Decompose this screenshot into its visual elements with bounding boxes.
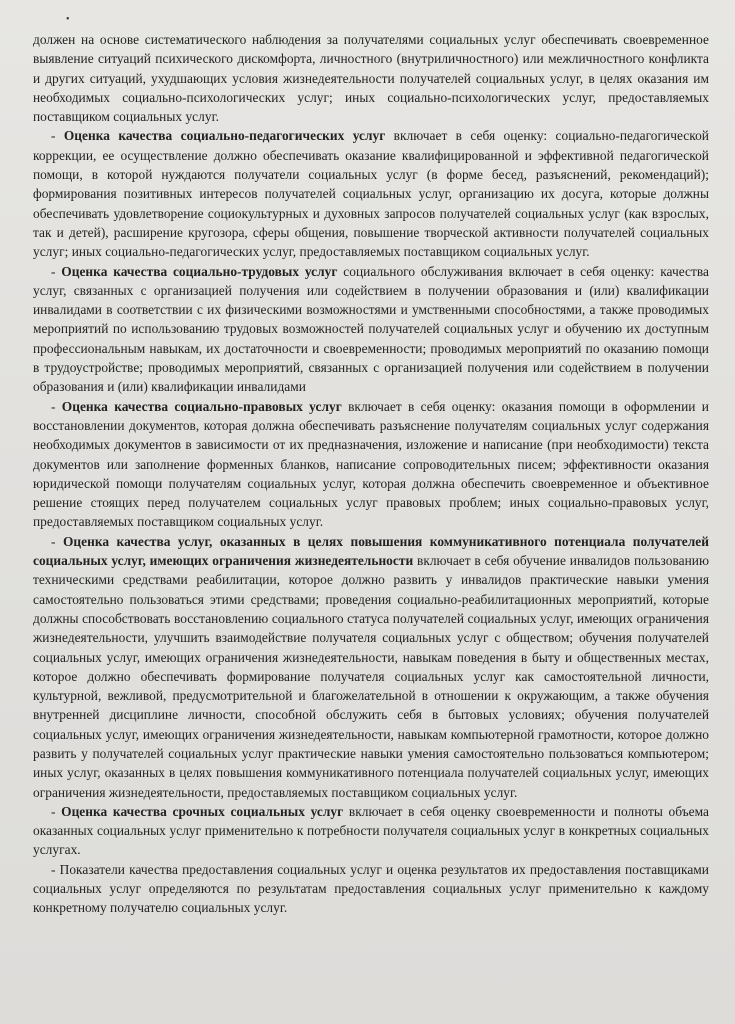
paragraph-labor <box>33 262 709 397</box>
paragraph-text: включает в себя оценку своевременности и полноты объема оказанных социальных услуг применительно к потребности получателя социальных услуг в конкретных социальных услугах. <box>33 803 709 858</box>
paragraph-heading: Оценка качества социально-трудовых услуг <box>61 263 338 279</box>
scan-mark: • <box>66 14 70 25</box>
paragraph-heading: Оценка качества социально-правовых услуг <box>61 398 342 414</box>
paragraph-heading: Оценка качества социально-педагогических услуг <box>63 128 386 144</box>
paragraph-indicators <box>33 860 709 918</box>
paragraph-heading: Оценка качества срочных социальных услуг <box>61 803 344 819</box>
paragraph-psychological-end <box>33 30 709 126</box>
paragraph-urgent <box>33 802 709 860</box>
paragraph-heading: Оценка качества услуг, оказанных в целях повышения коммуникативного потенциала получателей социальных услуг, имеющих ограничения жизнедеятельности <box>33 533 709 569</box>
paragraph-lead: - <box>51 398 62 414</box>
paragraph-text: включает в себя оценку: социально-педагогической коррекции, ее осуществление должно обеспечивать оказание квалифицированной и эффективной педагогической помощи, в которой нуждаются получатели социальных услуг (в форме бесед, разъяснений, рекомендаций); формирования позитивных интересов получателей социальных услуг, организацию их досуга, которые должны обеспечивать удовлетворение социокультурных и духовных запросов получателей социальных услуг (как взрослых, так и детей), расширение кругозора, сферы общения, повышение творческой активности получателей социальных услуг; иных социально-педагогических услуг, предоставляемых поставщиком социальных услуг. <box>33 128 709 260</box>
paragraph-text: должен на основе систематического наблюдения за получателями социальных услуг обеспечивать своевременное выявление ситуаций психического дискомфорта, личностного (внутриличностного) или межличностного конфликта и других ситуаций, ухудшающих условия жизнедеятельности получателей социальных услуг, в целях оказания им необходимых социально-психологических услуг; иных социально-психологических услуг, предоставляемых поставщиком социальных услуг. <box>33 32 709 125</box>
paragraph-lead: - <box>51 128 64 144</box>
paragraph-lead: - <box>51 861 60 877</box>
paragraph-lead: - <box>51 803 62 819</box>
paragraph-lead: - <box>51 263 62 279</box>
paragraph-text: социального обслуживания включает в себя оценку: качества услуг, связанных с организацией получения или содействием в получении образования и (или) квалификации инвалидами в соответствии с их физическими возможностями и умственными способностями, а также проводимых мероприятий по использованию трудовых возможностей получателей социальных услуг и обучению их доступным профессиональным навыкам, их достаточности и своевременности; проводимых мероприятий по оказанию помощи в трудоустройстве; проводимых мероприятий, связанных с организацией получения или содействием в получении образования и (или) квалификации инвалидами <box>33 263 710 395</box>
paragraph-text: Показатели качества предоставления социальных услуг и оценка результатов их предоставления поставщиками социальных услуг определяются по результатам предоставления социальных услуг применительно к каждому конкретному получателю социальных услуг. <box>33 861 709 916</box>
paragraph-text: включает в себя обучение инвалидов пользованию техническими средствами реабилитации, которое должно развить у инвалидов практические навыки умения самостоятельно пользоваться этими средствами; проведения социально-реабилитационных мероприятий, которые должны способствовать восстановлению социального статуса получателей социальных услуг, имеющих ограничения жизнедеятельности, улучшить взаимодействие получателя социальных услуг с обществом; обучения получателей социальных услуг, имеющих ограничения жизнедеятельности, навыкам поведения в быту и общественных местах, которое должно обеспечивать формирование получателя социальных услуг как самостоятельной личности, культурной, вежливой, предусмотрительной и благожелательной в отношении к окружающим, а также обучения внутренней дисциплине личности, способной обслужить себя в бытовых условиях; обучения получателей социальных услуг, имеющих ограничения жизнедеятельности, навыкам компьютерной грамотности, которое должно развить у получателей социальных услуг практические навыки умения самостоятельно пользоваться компьютером; иных услуг, оказанных в целях повышения коммуникативного потенциала получателей социальных услуг, имеющих ограничения жизнедеятельности, предоставляемых поставщиком социальных услуг. <box>33 553 709 800</box>
paragraph-legal <box>33 397 709 532</box>
paragraph-communicative <box>33 532 709 802</box>
paragraph-lead: - <box>51 533 63 549</box>
paragraph-text: включает в себя оценку: оказания помощи в оформлении и восстановлении документов, которая должна обеспечивать разъяснение получателям социальных услуг содержания необходимых документов в зависимости от их предназначения, изложение и написание (при необходимости) текста документов или заполнение форменных бланков, написание сопроводительных писем; эффективности оказания юридической помощи получателям социальных услуг, которая должна обеспечить своевременное и объективное решение стоящих перед получателем социальных услуг правовых проблем; иных социально-правовых услуг, предоставляемых поставщиком социальных услуг. <box>33 398 709 530</box>
paragraph-pedagogical <box>33 126 709 261</box>
